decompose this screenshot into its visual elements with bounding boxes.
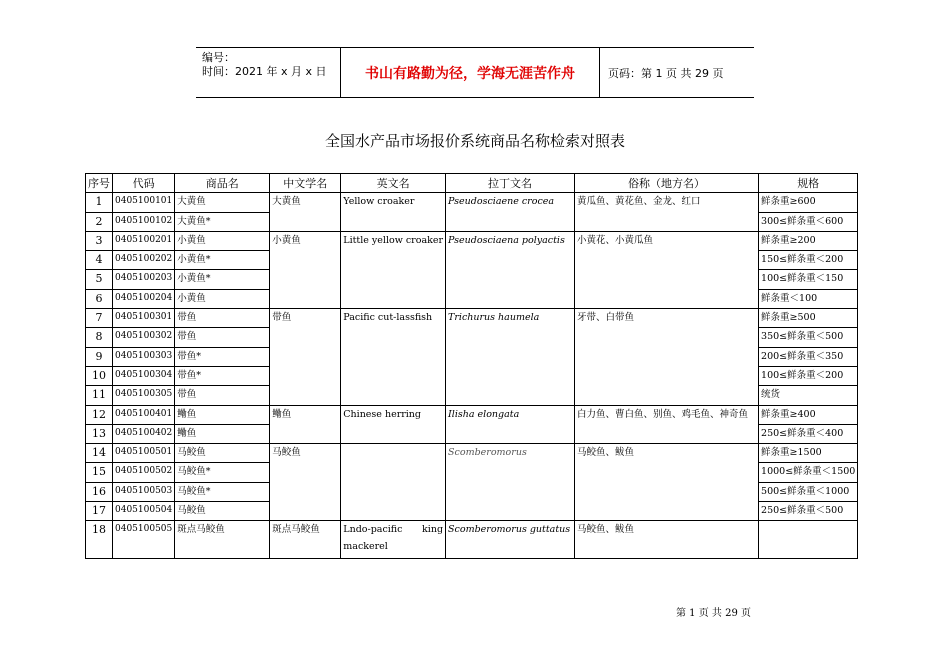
product-name-table	[85, 173, 858, 559]
chinese-name-cell: 带鱼	[270, 309, 341, 405]
latin-name-cell: Pseudosciaena polyactis	[446, 231, 575, 308]
row-spec: 100≤鲜条重＜200	[759, 366, 858, 385]
row-code: 0405100304	[113, 366, 175, 385]
row-index: 15	[86, 463, 113, 482]
header-page-info: 页码：第 1 页 共 29 页	[608, 67, 724, 80]
latin-name-cell: Scomberomorus guttatus	[446, 521, 575, 559]
row-spec	[759, 521, 858, 559]
english-name-cell	[341, 444, 446, 521]
col-header-product-name: 商品名	[175, 174, 270, 193]
common-name-cell: 马鲛鱼、鲅鱼	[575, 444, 759, 521]
table-row	[86, 231, 858, 250]
row-spec: 统货	[759, 386, 858, 405]
row-code: 0405100302	[113, 328, 175, 347]
row-code: 0405100204	[113, 289, 175, 308]
row-spec: 鲜条重≥1500	[759, 444, 858, 463]
table-row	[86, 521, 858, 559]
row-spec: 鲜条重＜100	[759, 289, 858, 308]
col-header-common-name: 俗称（地方名）	[575, 174, 759, 193]
row-code: 0405100504	[113, 502, 175, 521]
row-product-name: 鳓鱼	[175, 405, 270, 424]
row-spec: 鲜条重≥400	[759, 405, 858, 424]
row-index: 1	[86, 193, 113, 212]
english-name-cell: Chinese herring	[341, 405, 446, 444]
row-code: 0405100305	[113, 386, 175, 405]
col-header-chinese-name: 中文学名	[270, 174, 341, 193]
row-code: 0405100102	[113, 212, 175, 231]
row-spec: 250≤鲜条重＜400	[759, 424, 858, 443]
document-title: 全国水产品市场报价系统商品名称检索对照表	[324, 132, 625, 150]
row-product-name: 带鱼	[175, 386, 270, 405]
row-product-name: 带鱼*	[175, 366, 270, 385]
row-code: 0405100301	[113, 309, 175, 328]
chinese-name-cell: 马鲛鱼	[270, 444, 341, 521]
row-index: 7	[86, 309, 113, 328]
col-header-code: 代码	[113, 174, 175, 193]
serial-label: 编号：	[202, 51, 235, 64]
latin-name-cell: Trichurus haumela	[446, 309, 575, 405]
row-product-name: 大黄鱼*	[175, 212, 270, 231]
row-product-name: 小黄鱼	[175, 289, 270, 308]
col-header-index: 序号	[86, 174, 113, 193]
common-name-cell: 小黄花、小黄瓜鱼	[575, 231, 759, 308]
english-name-cell: Little yellow croaker	[341, 231, 446, 308]
header-meta	[202, 51, 327, 79]
row-index: 18	[86, 521, 113, 559]
row-index: 12	[86, 405, 113, 424]
table-row	[86, 309, 858, 328]
row-spec: 100≤鲜条重＜150	[759, 270, 858, 289]
english-name-cell: Pacific cut-lassfish	[341, 309, 446, 405]
row-spec: 鲜条重≥200	[759, 231, 858, 250]
row-code: 0405100503	[113, 482, 175, 501]
table-row	[86, 405, 858, 424]
row-index: 8	[86, 328, 113, 347]
time-label: 时间：2021 年 x 月 x 日	[202, 65, 327, 78]
col-header-latin-name: 拉丁文名	[446, 174, 575, 193]
row-index: 2	[86, 212, 113, 231]
row-product-name: 鳓鱼	[175, 424, 270, 443]
chinese-name-cell: 斑点马鲛鱼	[270, 521, 341, 559]
row-product-name: 马鲛鱼	[175, 444, 270, 463]
row-product-name: 马鲛鱼*	[175, 463, 270, 482]
row-product-name: 带鱼*	[175, 347, 270, 366]
row-spec: 150≤鲜条重＜200	[759, 251, 858, 270]
row-product-name: 带鱼	[175, 328, 270, 347]
row-spec: 250≤鲜条重＜500	[759, 502, 858, 521]
row-index: 4	[86, 251, 113, 270]
table-header-row	[86, 174, 858, 193]
common-name-cell: 牙带、白带鱼	[575, 309, 759, 405]
row-index: 14	[86, 444, 113, 463]
row-index: 11	[86, 386, 113, 405]
row-spec: 500≤鲜条重＜1000	[759, 482, 858, 501]
common-name-cell: 马鲛鱼、鲅鱼	[575, 521, 759, 559]
header-motto: 书山有路勤为径，学海无涯苦作舟	[340, 48, 600, 97]
row-index: 9	[86, 347, 113, 366]
english-name-cell: Yellow croaker	[341, 193, 446, 232]
chinese-name-cell: 小黄鱼	[270, 231, 341, 308]
row-spec: 350≤鲜条重＜500	[759, 328, 858, 347]
row-product-name: 马鲛鱼	[175, 502, 270, 521]
row-code: 0405100402	[113, 424, 175, 443]
page-header	[196, 47, 754, 98]
english-name-part: Lndo-pacific	[343, 524, 403, 536]
row-code: 0405100101	[113, 193, 175, 212]
row-product-name: 小黄鱼*	[175, 270, 270, 289]
row-index: 6	[86, 289, 113, 308]
row-index: 13	[86, 424, 113, 443]
row-product-name: 小黄鱼	[175, 231, 270, 250]
row-product-name: 斑点马鲛鱼	[175, 521, 270, 559]
row-spec: 鲜条重≥600	[759, 193, 858, 212]
common-name-cell: 白力鱼、曹白鱼、别鱼、鸡毛鱼、神奇鱼	[575, 405, 759, 444]
english-name-part: mackerel	[343, 541, 388, 553]
row-spec: 鲜条重≥500	[759, 309, 858, 328]
row-spec: 1000≤鲜条重＜1500	[759, 463, 858, 482]
row-index: 5	[86, 270, 113, 289]
row-index: 3	[86, 231, 113, 250]
row-code: 0405100201	[113, 231, 175, 250]
common-name-cell: 黄瓜鱼、黄花鱼、金龙、红口	[575, 193, 759, 232]
latin-name-cell: Ilisha elongata	[446, 405, 575, 444]
row-code: 0405100505	[113, 521, 175, 559]
table-row	[86, 444, 858, 463]
row-code: 0405100501	[113, 444, 175, 463]
english-name-part: king	[422, 524, 444, 536]
col-header-spec: 规格	[759, 174, 858, 193]
row-product-name: 小黄鱼*	[175, 251, 270, 270]
col-header-english-name: 英文名	[341, 174, 446, 193]
row-code: 0405100202	[113, 251, 175, 270]
chinese-name-cell: 大黄鱼	[270, 193, 341, 232]
latin-name-cell: Scomberomorus	[446, 444, 575, 521]
english-name-cell	[341, 521, 446, 559]
row-index: 16	[86, 482, 113, 501]
row-spec: 300≤鲜条重＜600	[759, 212, 858, 231]
row-code: 0405100502	[113, 463, 175, 482]
row-code: 0405100203	[113, 270, 175, 289]
page-footer: 第 1 页 共 29 页	[676, 608, 751, 619]
latin-name-cell: Pseudosciaene crocea	[446, 193, 575, 232]
row-index: 10	[86, 366, 113, 385]
table-row	[86, 193, 858, 212]
row-product-name: 大黄鱼	[175, 193, 270, 212]
chinese-name-cell: 鳓鱼	[270, 405, 341, 444]
row-index: 17	[86, 502, 113, 521]
row-code: 0405100303	[113, 347, 175, 366]
row-code: 0405100401	[113, 405, 175, 424]
row-spec: 200≤鲜条重＜350	[759, 347, 858, 366]
row-product-name: 带鱼	[175, 309, 270, 328]
row-product-name: 马鲛鱼*	[175, 482, 270, 501]
